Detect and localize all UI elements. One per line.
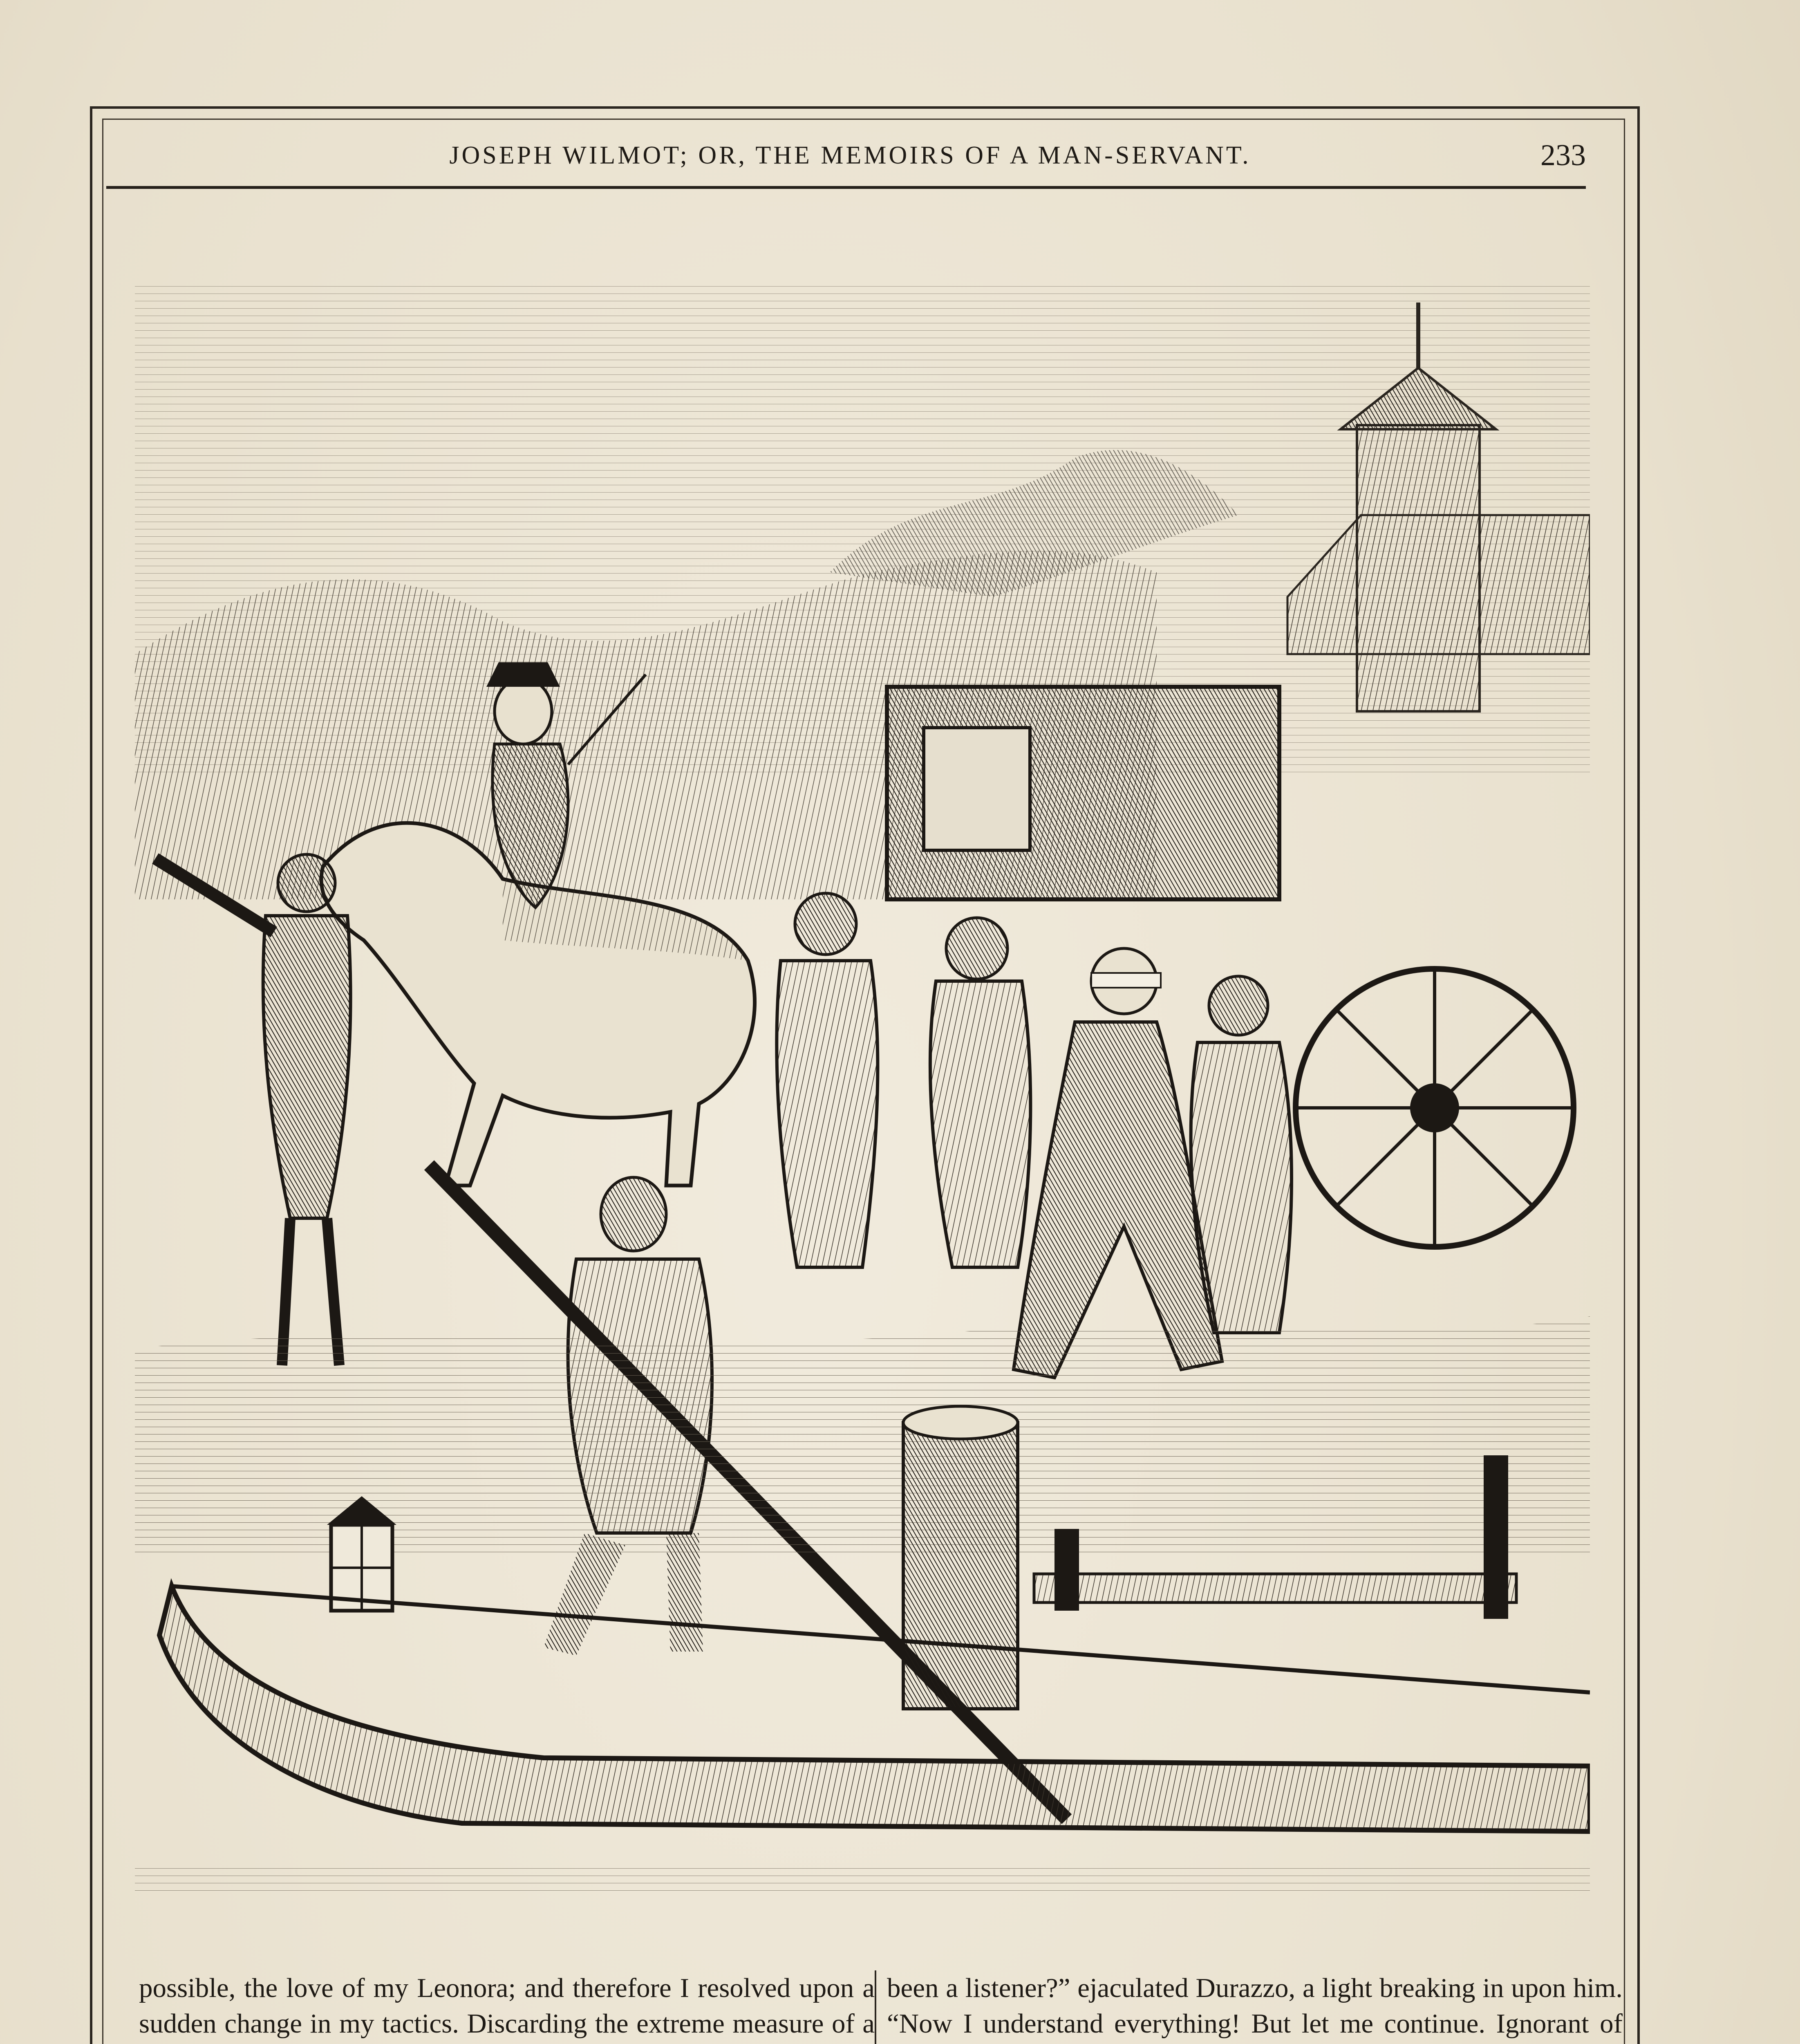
running-title: JOSEPH WILMOT; OR, THE MEMOIRS OF A MAN-SERVANT.: [449, 141, 1251, 169]
column-divider: [875, 1970, 876, 2044]
paragraph: been a listener?” ejaculated Durazzo, a light breaking in upon him. “Now I understand everything! But let me continue. Ignorant of: [887, 1973, 1623, 2039]
paragraph: possible, the love of my Leonora; and therefore I resolved upon a sudden change in my tactics. Discarding the extreme measure of a: [139, 1973, 875, 2039]
header-rule: [106, 186, 1586, 189]
text-column-left: [139, 1970, 875, 2044]
text-column-right: [887, 1970, 1623, 2044]
page-number: 233: [1540, 138, 1586, 172]
engraving-illustration: [135, 286, 1590, 1893]
